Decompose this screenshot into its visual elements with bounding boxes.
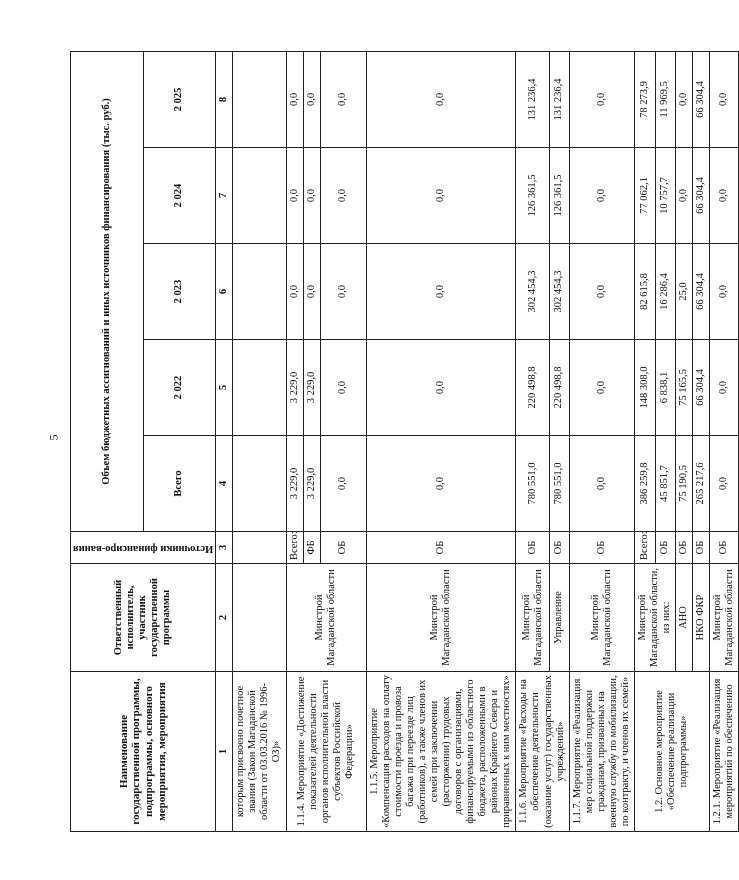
row-y2025: 0,0 (366, 51, 516, 147)
row-y2024: 66 304,4 (693, 148, 710, 244)
header-row-1 (71, 51, 144, 831)
row-y2025: 0,0 (286, 51, 303, 147)
row-y2022: 148 308,0 (634, 340, 655, 436)
row-y2023: 25,0 (676, 244, 693, 340)
row-y2025: 131 236,4 (516, 51, 550, 147)
row-y2022: 6 838,1 (655, 340, 676, 436)
row-name: 1.1.4. Мероприятие «Достижение показателей деятельности органов исполнительной власти субъектов Российской Федерации» (286, 672, 366, 832)
table-row-1-1-7 (569, 51, 634, 831)
row-y2022: 220 498,8 (550, 340, 570, 436)
row-total (233, 436, 286, 532)
row-total: 0,0 (366, 436, 516, 532)
row-y2023 (233, 244, 286, 340)
index-cell: 8 (216, 51, 233, 147)
index-cell: 4 (216, 436, 233, 532)
row-y2024 (233, 148, 286, 244)
header-y2024: 2 024 (143, 148, 216, 244)
row-y2022: 0,0 (320, 340, 366, 436)
table-row-1-2-1 (710, 51, 739, 831)
row-total: 0,0 (320, 436, 366, 532)
row-total: 265 217,6 (693, 436, 710, 532)
row-source (233, 532, 286, 564)
row-y2025: 0,0 (320, 51, 366, 147)
row-executor: Минстрой Магаданской области (710, 564, 739, 672)
row-y2022 (233, 340, 286, 436)
row-y2024: 0,0 (710, 148, 739, 244)
header-source-text: Источники финансиро-вания (73, 542, 214, 554)
row-y2025: 0,0 (303, 51, 320, 147)
row-executor: НКО ФКР (693, 564, 710, 672)
row-source: ФБ (303, 532, 320, 564)
row-y2023: 0,0 (569, 244, 634, 340)
row-total: 75 190,5 (676, 436, 693, 532)
row-total: 3 229,0 (286, 436, 303, 532)
row-y2024: 0,0 (320, 148, 366, 244)
row-executor: Минстрой Магаданской области (516, 564, 550, 672)
row-y2023: 0,0 (366, 244, 516, 340)
header-name: Наименование государственной программы, подпрограммы, основного мероприятия, мероприятия (71, 672, 216, 832)
row-total: 780 551,0 (550, 436, 570, 532)
row-source: Всего: (634, 532, 655, 564)
row-executor: Минстрой Магаданской области (286, 564, 366, 672)
row-total: 0,0 (569, 436, 634, 532)
row-total: 3 229,0 (303, 436, 320, 532)
row-total: 45 851,7 (655, 436, 676, 532)
funding-table (70, 51, 739, 832)
row-source: Всего: (286, 532, 303, 564)
index-cell: 5 (216, 340, 233, 436)
row-source: ОБ (655, 532, 676, 564)
row-source: ОБ (320, 532, 366, 564)
header-funding: Объем бюджетных ассигнований и иных источников финансирования (тыс. руб.) (71, 51, 144, 531)
row-y2025: 11 969,5 (655, 51, 676, 147)
index-cell: 7 (216, 148, 233, 244)
row-y2023: 302 454,3 (550, 244, 570, 340)
index-cell: 1 (216, 672, 233, 832)
row-y2025: 0,0 (569, 51, 634, 147)
row-name: 1.2.1. Мероприятие «Реализация мероприятий по обеспечению (710, 672, 739, 832)
header-y2025: 2 025 (143, 51, 216, 147)
row-y2023: 0,0 (320, 244, 366, 340)
header-y2023: 2 023 (143, 244, 216, 340)
row-source: ОБ (366, 532, 516, 564)
index-cell: 2 (216, 564, 233, 672)
row-y2022: 66 304,4 (693, 340, 710, 436)
row-y2023: 0,0 (286, 244, 303, 340)
index-row (216, 51, 233, 831)
row-y2024: 0,0 (676, 148, 693, 244)
table-row-continuation (233, 51, 286, 831)
row-source: ОБ (693, 532, 710, 564)
row-y2022: 3 229,0 (303, 340, 320, 436)
row-source: ОБ (516, 532, 550, 564)
table-row-1-1-4 (286, 51, 303, 831)
header-y2022: 2 022 (143, 340, 216, 436)
row-y2023: 302 454,3 (516, 244, 550, 340)
row-executor: Управление (550, 564, 570, 672)
table-row-1-1-6 (516, 51, 550, 831)
row-executor: Минстрой Магаданской области (366, 564, 516, 672)
row-y2025: 78 273,9 (634, 51, 655, 147)
row-y2025: 0,0 (676, 51, 693, 147)
row-y2024: 126 361,5 (550, 148, 570, 244)
row-y2024: 126 361,5 (516, 148, 550, 244)
row-y2025: 66 304,4 (693, 51, 710, 147)
row-y2025: 131 236,4 (550, 51, 570, 147)
header-executor: Ответственный исполнитель, участник государственной программы (71, 564, 216, 672)
index-cell: 6 (216, 244, 233, 340)
row-y2022: 0,0 (366, 340, 516, 436)
header-total: Всего (143, 436, 216, 532)
row-y2025 (233, 51, 286, 147)
row-y2022: 3 229,0 (286, 340, 303, 436)
row-name: 1.1.6. Мероприятие «Расходы на обеспечение деятельности (оказание услуг) государственных учреждений» (516, 672, 569, 832)
rotated-page (70, 52, 736, 832)
row-y2024: 0,0 (569, 148, 634, 244)
page-number: 5 (46, 434, 61, 441)
header-source (71, 532, 216, 564)
row-name: 1.2. Основное мероприятие «Обеспечение реализации подпрограммы» (634, 672, 709, 832)
row-executor: Минстрой Магаданской области, из них: (634, 564, 675, 672)
table-row-1-2 (634, 51, 655, 831)
row-y2023: 82 615,8 (634, 244, 655, 340)
row-name: 1.1.7. Мероприятие «Реализация мер социальной поддержки гражданам, призванных на военную службу по мобилизации, по контракту, и членов их семей» (569, 672, 634, 832)
row-source: ОБ (710, 532, 739, 564)
row-total: 0,0 (710, 436, 739, 532)
row-y2022: 220 498,8 (516, 340, 550, 436)
row-total: 386 259,8 (634, 436, 655, 532)
row-name: которым присвоено почетное звания (Закон Магаданской области от 03.03.2016 № 1996-ОЗ)» (233, 672, 286, 832)
row-y2022: 75 165,5 (676, 340, 693, 436)
row-total: 780 551,0 (516, 436, 550, 532)
row-y2024: 77 062,1 (634, 148, 655, 244)
row-y2023: 0,0 (303, 244, 320, 340)
row-y2022: 0,0 (710, 340, 739, 436)
row-y2023: 66 304,4 (693, 244, 710, 340)
row-y2023: 16 286,4 (655, 244, 676, 340)
row-source: ОБ (676, 532, 693, 564)
row-name: 1.1.5. Мероприятие «Компенсация расходов на оплату стоимости проезда и провоза багажа при переезде лиц (работников), а также членов их семей при заключении (расторжении) трудовых договоров с организациями, финансируемыми из областного бюджета, расположенными в районах Крайнего Севера и приравненных к ним местностях» (366, 672, 516, 832)
row-executor (233, 564, 286, 672)
table-row-1-1-5 (366, 51, 516, 831)
row-executor: Минстрой Магаданской области (569, 564, 634, 672)
row-y2023: 0,0 (710, 244, 739, 340)
row-y2024: 10 757,7 (655, 148, 676, 244)
row-y2025: 0,0 (710, 51, 739, 147)
row-y2024: 0,0 (303, 148, 320, 244)
row-executor: АНО (676, 564, 693, 672)
row-source: ОБ (550, 532, 570, 564)
row-source: ОБ (569, 532, 634, 564)
row-y2022: 0,0 (569, 340, 634, 436)
index-cell: 3 (216, 532, 233, 564)
row-y2024: 0,0 (366, 148, 516, 244)
row-y2024: 0,0 (286, 148, 303, 244)
